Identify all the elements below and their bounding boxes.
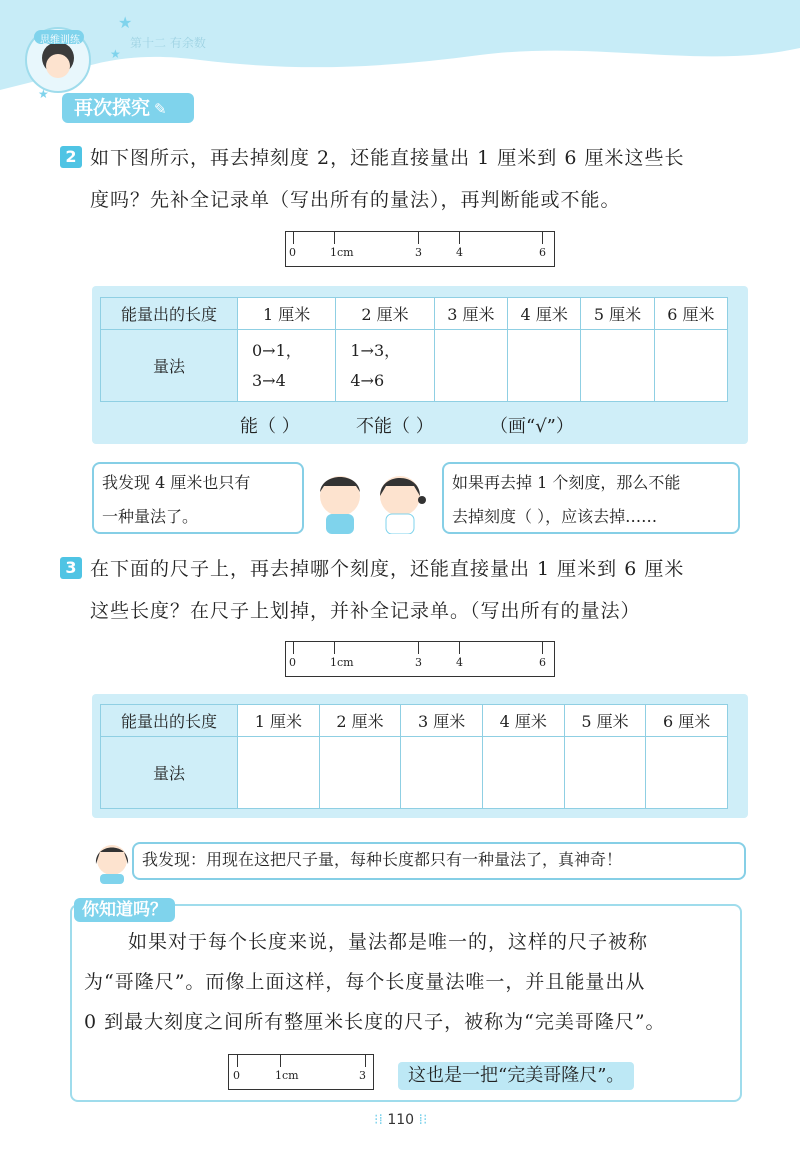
ruler-label: 4 xyxy=(456,246,463,259)
ruler-tick[interactable] xyxy=(293,642,294,654)
table-cell[interactable] xyxy=(646,737,728,809)
bubble-line: 一种量法了。 xyxy=(102,507,199,526)
know-line3: 0 到最大刻度之间所有整厘米长度的尺子，被称为“完美哥隆尺”。 xyxy=(84,1011,666,1033)
q3-line1: 在下面的尺子上，再去掉哪个刻度，还能直接量出 1 厘米到 6 厘米 xyxy=(90,558,685,580)
ruler-label: 1cm xyxy=(330,656,354,669)
judge-can[interactable]: 能（ ） xyxy=(240,416,300,437)
ruler-tick[interactable] xyxy=(334,642,335,654)
page-deco-left: ⁝⁞ xyxy=(374,1112,383,1128)
q2-line1: 如下图所示，再去掉刻度 2，还能直接量出 1 厘米到 6 厘米这些长 xyxy=(90,147,685,169)
ruler-label: 1cm xyxy=(275,1069,299,1082)
table-cell[interactable] xyxy=(238,330,336,402)
judge-cannot[interactable]: 不能（ ） xyxy=(356,416,434,437)
bubble-right xyxy=(442,462,740,534)
ruler-label: 4 xyxy=(456,656,463,669)
discovery-bubble xyxy=(132,842,746,880)
ruler-tick[interactable] xyxy=(542,642,543,654)
pencil-icon: ✎ xyxy=(154,100,167,118)
table-cell[interactable] xyxy=(482,737,564,809)
ruler-tick xyxy=(365,1055,366,1067)
table-row-label: 量法 xyxy=(101,737,238,809)
ruler-tick xyxy=(280,1055,281,1067)
question-number-2: 2 xyxy=(60,146,82,168)
table-cell[interactable] xyxy=(581,330,654,402)
discovery-text: 我发现：用现在这把尺子量，每种长度都只有一种量法了，真神奇！ xyxy=(142,850,623,869)
ruler-label: 3 xyxy=(359,1069,366,1082)
girl-avatar xyxy=(92,838,132,884)
golomb-note: 这也是一把“完美哥隆尺”。 xyxy=(398,1062,634,1090)
q3-record-table xyxy=(100,704,728,809)
page-number-text: 110 xyxy=(387,1112,415,1128)
ruler-label: 3 xyxy=(415,656,422,669)
page-deco-right: ⁞⁝ xyxy=(418,1112,428,1128)
svg-text:★: ★ xyxy=(38,87,49,101)
ruler-label: 6 xyxy=(539,246,546,259)
question-number-3: 3 xyxy=(60,557,82,579)
cell-line: 3→4 xyxy=(252,370,286,390)
svg-text:★: ★ xyxy=(118,13,133,32)
know-line2: 为“哥隆尺”。而像上面这样，每个长度量法唯一，并且能量出从 xyxy=(84,971,646,993)
ruler-tick xyxy=(293,232,294,244)
table-cell[interactable] xyxy=(564,737,646,809)
table-cell[interactable] xyxy=(508,330,581,402)
table-col-header: 1 厘米 xyxy=(238,298,336,330)
ruler-tick xyxy=(418,232,419,244)
q2-record-table xyxy=(100,297,728,402)
ruler-label: 3 xyxy=(415,246,422,259)
table-col-header: 6 厘米 xyxy=(646,705,728,737)
table-col-header: 5 厘米 xyxy=(564,705,646,737)
ruler-tick xyxy=(459,232,460,244)
know-line1: 如果对于每个长度来说，量法都是唯一的，这样的尺子被称 xyxy=(128,931,649,953)
table-col-header: 1 厘米 xyxy=(238,705,320,737)
ruler-label: 6 xyxy=(539,656,546,669)
ruler-tick xyxy=(334,232,335,244)
table-cell[interactable] xyxy=(434,330,507,402)
section-title-text: 再次探究 xyxy=(74,97,151,119)
table-cell[interactable] xyxy=(238,737,320,809)
table-col-header: 4 厘米 xyxy=(508,298,581,330)
svg-text:★: ★ xyxy=(110,47,121,61)
table-cell[interactable] xyxy=(401,737,483,809)
table-cell[interactable] xyxy=(319,737,401,809)
table-col-header: 3 厘米 xyxy=(434,298,507,330)
cell-line: 0→1， xyxy=(252,340,302,360)
bubble-left xyxy=(92,462,304,534)
cell-line: 4→6 xyxy=(350,370,385,390)
page-number xyxy=(374,1112,427,1128)
table-col-header: 5 厘米 xyxy=(581,298,654,330)
section-title xyxy=(62,93,194,123)
table-col-header: 2 厘米 xyxy=(336,298,434,330)
q3-ruler[interactable] xyxy=(285,641,555,677)
golomb-ruler xyxy=(228,1054,374,1090)
header-faded-text: 第十二 有余数 xyxy=(130,36,206,50)
ruler-tick xyxy=(237,1055,238,1067)
know-title: 你知道吗？ xyxy=(74,898,175,922)
q3-line2: 这些长度？在尺子上划掉，并补全记录单。（写出所有的量法） xyxy=(90,600,641,622)
bubble-line: 如果再去掉 1 个刻度，那么不能 xyxy=(452,473,681,492)
bubble-line: 我发现 4 厘米也只有 xyxy=(102,473,251,492)
table-cell[interactable] xyxy=(654,330,727,402)
judge-hint: （画“√”） xyxy=(490,416,574,437)
table-row-label: 量法 xyxy=(101,330,238,402)
table-col-header: 6 厘米 xyxy=(654,298,727,330)
ruler-tick[interactable] xyxy=(459,642,460,654)
ruler-label: 0 xyxy=(289,656,296,669)
table-col-header: 4 厘米 xyxy=(482,705,564,737)
table-col-header: 2 厘米 xyxy=(319,705,401,737)
table-col-header: 3 厘米 xyxy=(401,705,483,737)
ruler-label: 0 xyxy=(289,246,296,259)
ruler-label: 1cm xyxy=(330,246,354,259)
table-header-label: 能量出的长度 xyxy=(101,298,238,330)
bubble-line[interactable]: 去掉刻度（ ），应该去掉…… xyxy=(452,507,658,526)
table-header-label: 能量出的长度 xyxy=(101,705,238,737)
ruler-label: 0 xyxy=(233,1069,240,1082)
ruler-tick xyxy=(542,232,543,244)
table-cell[interactable] xyxy=(336,330,434,402)
header-badge-label: 思维训练 xyxy=(40,35,80,46)
q2-line2: 度吗？先补全记录单（写出所有的量法），再判断能或不能。 xyxy=(90,189,621,211)
children-illustration xyxy=(310,468,430,534)
ruler-tick[interactable] xyxy=(418,642,419,654)
cell-line: 1→3， xyxy=(350,340,401,360)
q2-ruler xyxy=(285,231,555,267)
